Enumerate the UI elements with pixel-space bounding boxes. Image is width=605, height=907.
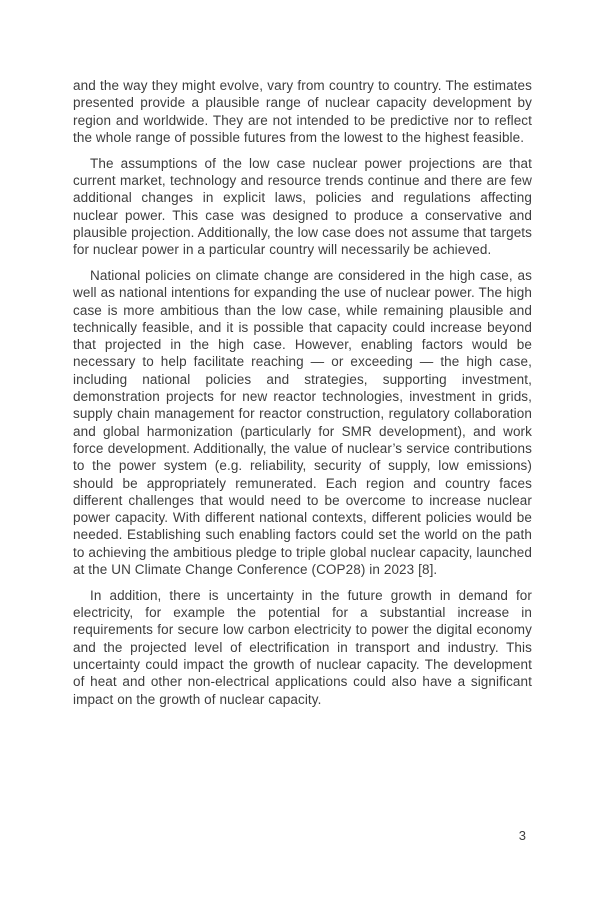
paragraph-high-case-policies: National policies on climate change are considered in the high case, as well as national intentions for expanding the use of nuclear power. The high case is more ambitious than the low case, while remaining plausible and technically feasible, and it is possible that capacity could increase beyond that projected in the high case. However, enabling factors would be necessary to help facilitate reaching — or exceeding — the high case, including national policies and strategies, supporting investment, demonstration projects for new reactor technologies, investment in grids, supply chain management for reactor construction, regulatory collaboration and global harmonization (particularly for SMR development), and work force development. Additionally, the value of nuclear’s service contributions to the power system (e.g. reliability, security of supply, low emissions) should be appropriately remunerated. Each region and country faces different challenges that would need to be overcome to increase nuclear power capacity. With different national contexts, different policies would be needed. Establishing such enabling factors could set the world on the path to achieving the ambitious pledge to triple global nuclear capacity, launched at the UN Climate Change Conference (COP28) in 2023 [8]. — [73, 267, 532, 578]
paragraph-continuation: and the way they might evolve, vary from country to country. The estimates presented provide a plausible range of nuclear capacity development by region and worldwide. They are not intended to be predictive nor to reflect the whole range of possible futures from the lowest to the highest feasible. — [73, 78, 532, 145]
body-text-column — [73, 77, 532, 708]
paragraph-demand-uncertainty: In addition, there is uncertainty in the future growth in demand for electricity, for example the potential for a substantial increase in requirements for secure low carbon electricity to power the digital economy and the projected level of electrification in transport and industry. This uncertainty could impact the growth of nuclear capacity. The development of heat and other non-electrical applications could also have a significant impact on the growth of nuclear capacity. — [73, 587, 532, 707]
paragraph-low-case-assumptions: The assumptions of the low case nuclear power projections are that current market, technology and resource trends continue and there are few additional changes in explicit laws, policies and regulations affecting nuclear power. This case was designed to produce a conservative and plausible projection. Additionally, the low case does not assume that targets for nuclear power in a particular country will necessarily be achieved. — [73, 155, 532, 258]
page-number: 3 — [518, 828, 526, 843]
